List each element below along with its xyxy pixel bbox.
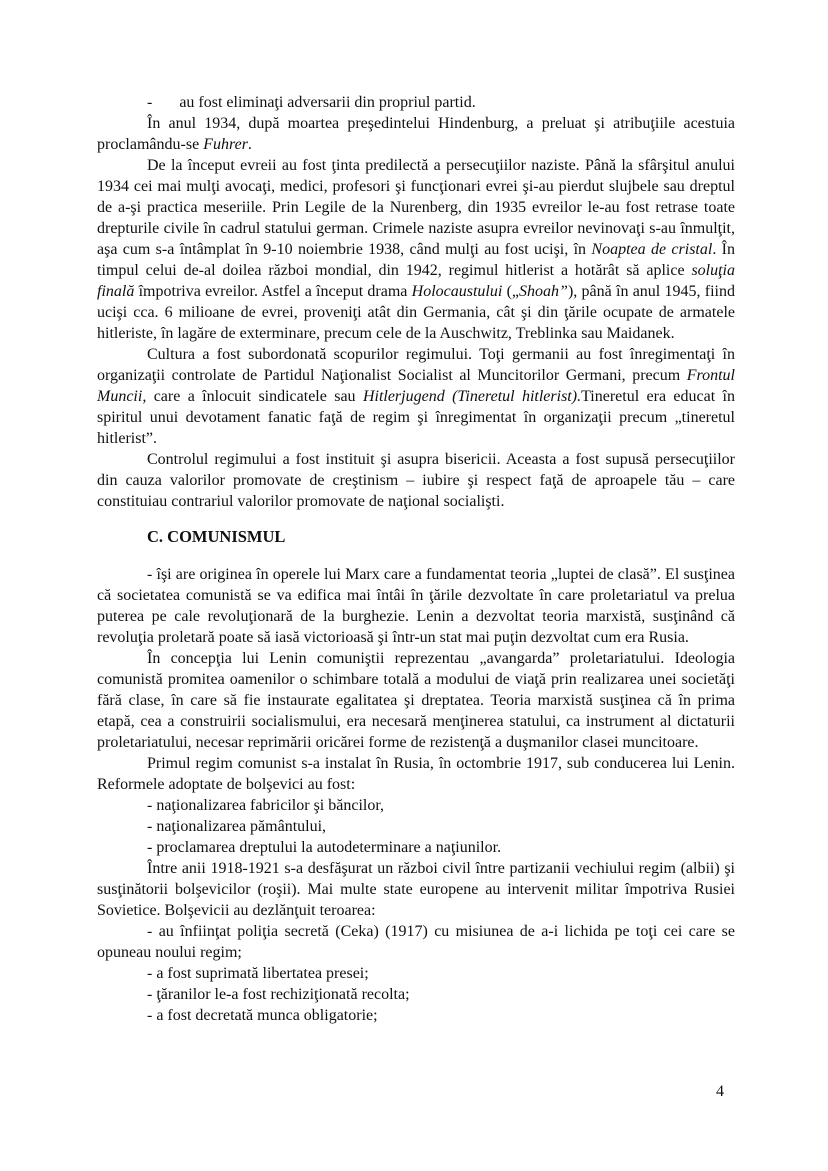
text-segment: au fost eliminaţi adversarii din propriul partid. [179,94,476,111]
text-segment: ), până în anul 1945, fiind ucişi cca. 6 milioane de evrei, proveniţi atât din Germania, cât şi din ţările ocupate de armatele hitleriste, în lagăre de exterminare, precum cele de la Auschwitz, Treblinka sau Maidanek. [97,283,735,342]
text-segment: În anul 1934, după moartea preşedintelui Hindenburg, a preluat şi atribuţiile acestuia proclamându-se [97,115,735,153]
text-segment: - proclamarea dreptului la autodeterminare a naţiunilor. [147,839,502,856]
paragraph-church-control [97,449,735,512]
italic-text: Fuhrer [203,136,248,153]
text-segment: - au înfiinţat poliţia secretă (Ceka) (1917) cu misiunea de a-i lichida pe toţi cei care se opuneau noului regim; [97,923,735,961]
text-segment: Primul regim comunist s-a instalat în Rusia, în octombrie 1917, sub conducerea lui Lenin. Reformele adoptate de bolşevici au fost: [97,755,735,793]
list-item-nationalization-land [97,816,735,837]
italic-text: soluţia finală [97,262,735,300]
list-item-self-determination [97,837,735,858]
paragraph-lenin-conception [97,648,735,753]
page-content [97,92,735,1026]
section-heading-communism: C. COMUNISMUL [147,527,286,546]
list-item-mandatory-labor [97,1005,735,1026]
text-segment: - [147,94,153,111]
text-segment: Cultura a fost subordonată scopurilor regimului. Toţi germanii au fost înregimentaţi în organizaţii controlate de Partidul Naţionalist Socialist al Muncitorilor Germani, precum [97,346,735,384]
text-segment: - a fost decretată munca obligatorie; [147,1007,378,1024]
italic-text: Holocaustului [411,283,503,300]
list-item-press-freedom [97,963,735,984]
text-segment: Controlul regimului a fost instituit şi asupra bisericii. Aceasta a fost supusă persecuţiilor din cauza valorilor promovate de creştinism – iubire şi respect faţă de aproapele tău – care constituiau contrariul valorilor promovate de naţional socialişti. [97,451,735,510]
text-segment: („ [502,283,520,300]
text-segment: împotriva evreilor. Astfel a început drama [134,283,412,300]
italic-text: Shoah” [519,283,568,300]
page-number: 4 [716,1083,724,1100]
text-segment: - ţăranilor le-a fost rechiziţionată recolta; [147,986,410,1003]
paragraph-hindenburg-fuhrer [97,113,735,155]
italic-text: Hitlerjugend (Tineretul hitlerist). [362,388,582,405]
text-segment: care a înlocuit sindicatele sau [146,388,363,405]
paragraph-culture-regime [97,344,735,449]
text-segment: - îşi are originea în operele lui Marx care a fundamentat teoria „luptei de clasă”. El susţinea că societatea comunistă se va edifica mai întâi în ţările dezvoltate în care proletariatul va prelua puterea pe cale revoluţionară de la burghezie. Lenin a dezvoltat teoria marxistă, susţinând că revoluţia proletară poate să iasă victorioasă şi într-un stat mai puţin dezvoltat cum era Rusia. [97,566,735,646]
italic-text: Frontul Muncii, [97,367,735,405]
italic-text: Noaptea de cristal [591,241,713,258]
paragraph-marx-origin [97,564,735,648]
paragraph-civil-war [97,858,735,921]
text-segment: Tineretul era educat în spiritul unui devotament fanatic faţă de regim şi înregimentat în organizaţii precum „tineretul hitlerist”. [97,388,736,447]
paragraph-first-communist-regime [97,753,735,795]
text-segment: De la început evreii au fost ţinta predilectă a persecuţiilor naziste. Până la sfârşitul anului 1934 cei mai mulţi avocaţi, medici, profesori şi funcţionari evrei şi-au pierdut slujbele sau dreptul de a-şi practica meseriile. Prin Legile de la Nurenberg, din 1935 evreilor le-au fost retrase toate drepturile civile în cadrul statului german. Crimele naziste asupra evreilor nevinovaţi s-au înmulţit, aşa cum s-a întâmplat în 9-10 noiembrie 1938, când mulţi au fost ucişi, în [97,157,735,258]
text-segment: - a fost suprimată libertatea presei; [147,965,369,982]
text-segment: . [247,136,252,153]
text-segment: - naţionalizarea pământului, [147,818,327,835]
paragraph-party-purge [97,92,735,113]
paragraph-jews-persecution [97,155,735,344]
text-segment: - naţionalizarea fabricilor şi băncilor, [147,797,385,814]
list-item-ceka-police [97,921,735,963]
text-segment: În concepţia lui Lenin comuniştii reprezentau „avangarda” proletariatului. Ideologia comunistă promitea oamenilor o schimbare totală a modului de viaţă prin realizarea unei societăţi fără clase, în care să fie instaurate egalitatea şi dreptatea. Teoria marxistă susţinea că în prima etapă, cea a construirii socialismului, era necesară menţinerea statului, ca instrument al dictaturii proletariatului, necesar reprimării oricărei forme de rezistenţă a duşmanilor clasei muncitoare. [97,650,735,751]
text-segment: Între anii 1918-1921 s-a desfăşurat un război civil între partizanii vechiului regim (albii) şi susţinătorii bolşevicilor (roşii). Mai multe state europene au intervenit militar împotriva Rusiei Sovietice. Bolşevicii au dezlănţuit teroarea: [97,860,735,919]
list-item-requisitioned-harvest [97,984,735,1005]
list-item-nationalization-factories [97,795,735,816]
text-segment: . În timpul celui de-al doilea război mondial, din 1942, regimul hitlerist a hotărât să aplice [97,241,736,279]
